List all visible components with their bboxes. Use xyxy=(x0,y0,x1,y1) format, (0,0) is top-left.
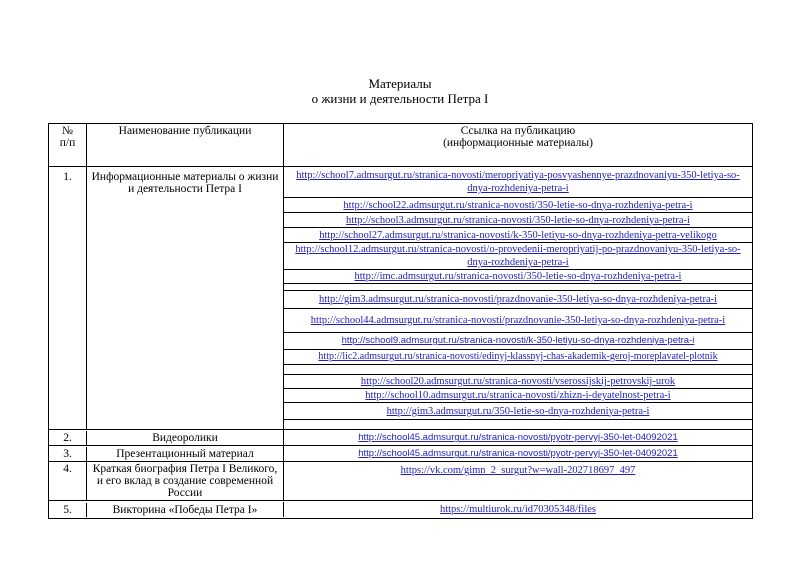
link-cell xyxy=(283,446,752,461)
publication-link[interactable]: http://school12.admsurgut.ru/stranica-novosti/o-provedenii-meropriyatij-po-prazdnovaniyu-350-letiya-so-dnya-rozhdeniya-petra-i xyxy=(295,243,741,269)
link-row xyxy=(284,243,752,270)
document-title xyxy=(0,0,800,106)
empty-row xyxy=(284,284,752,291)
publication-link[interactable]: http://school9.admsurgut.ru/stranica-novosti/k-350-letiyu-so-dnya-rozhdeniya-petra-i xyxy=(341,335,695,347)
link-cell xyxy=(283,462,752,500)
link-row xyxy=(284,403,752,420)
row-number: 3. xyxy=(63,447,72,460)
link-cell xyxy=(283,502,752,517)
row-number: 4. xyxy=(63,463,72,476)
link-row xyxy=(284,333,752,350)
link-row xyxy=(284,228,752,243)
publication-link[interactable]: https://vk.com/gimn_2_surgut?w=wall-202718697_497 xyxy=(400,465,636,477)
publication-link[interactable]: http://school3.admsurgut.ru/stranica-novosti/350-letie-so-dnya-rozhdeniya-petra-i xyxy=(346,214,690,226)
publication-link[interactable]: http://school10.admsurgut.ru/stranica-novosti/zhizn-i-deyatelnost-petra-i xyxy=(365,390,671,402)
header-link-line1: Ссылка на публикацию xyxy=(460,125,576,138)
header-num-line1: № xyxy=(62,125,73,138)
title-line-2: о жизни и деятельности Петра I xyxy=(311,90,489,106)
publication-link[interactable]: http://school7.admsurgut.ru/stranica-novosti/meropriyatiya-posvyashennye-prazdnovaniyu-350-letiya-so-dnya-rozhdeniya-petra-i xyxy=(296,169,740,195)
header-name-cell: Наименование публикации xyxy=(86,124,283,166)
empty-row xyxy=(284,365,752,375)
publication-name: Краткая биография Петра I Великого, и его вклад в создание современной России xyxy=(86,462,283,500)
table-row-1 xyxy=(49,166,752,429)
publication-link[interactable]: http://imc.admsurgut.ru/stranica-novosti/350-letie-so-dnya-rozhdeniya-petra-i xyxy=(354,271,682,283)
publication-link[interactable]: http://lic2.admsurgut.ru/stranica-novosti/edinyj-klassnyj-chas-akademik-geroj-moreplavatel-plotnik xyxy=(318,350,718,362)
link-row xyxy=(284,309,752,333)
table-row-3 xyxy=(49,445,752,461)
publication-name: Викторина «Победы Петра I» xyxy=(86,503,283,517)
publication-link[interactable]: http://school45.admsurgut.ru/stranica-novosti/pyotr-pervyj-350-let-04092021 xyxy=(358,448,678,460)
link-row xyxy=(284,350,752,365)
header-num-line2: п/п xyxy=(59,137,76,150)
row-number: 2. xyxy=(63,431,72,444)
link-row xyxy=(284,270,752,284)
table-header-row xyxy=(49,124,752,166)
table-row-5 xyxy=(49,500,752,518)
link-row xyxy=(284,167,752,198)
link-row xyxy=(284,198,752,213)
link-cell xyxy=(283,430,752,445)
header-num-cell xyxy=(49,124,86,166)
link-row xyxy=(284,375,752,389)
title-line-1: Материалы xyxy=(368,76,432,91)
publication-link[interactable]: http://school22.admsurgut.ru/stranica-novosti/350-letie-so-dnya-rozhdeniya-petra-i xyxy=(343,199,693,211)
publication-link[interactable]: http://school27.admsurgut.ru/stranica-novosti/k-350-letiyu-so-dnya-rozhdeniya-petra-velikogo xyxy=(319,229,717,241)
link-row xyxy=(284,389,752,403)
row-number: 5. xyxy=(63,503,72,516)
publications-table xyxy=(48,123,753,519)
table-row-2 xyxy=(49,429,752,445)
publication-name: Информационные материалы о жизни и деятельности Петра I xyxy=(86,167,283,429)
publication-link[interactable]: http://gim3.admsurgut.ru/350-letie-so-dnya-rozhdeniya-petra-i xyxy=(386,405,650,417)
link-row xyxy=(284,291,752,309)
header-link-cell xyxy=(283,124,752,166)
link-row xyxy=(284,213,752,228)
row-number: 1. xyxy=(63,171,72,184)
links-cell xyxy=(283,167,752,429)
publication-link[interactable]: http://school44.admsurgut.ru/stranica-novosti/prazdnovanie-350-letiya-so-dnya-rozhdeniya-petra-i xyxy=(310,315,726,327)
header-link-line2: (информационные материалы) xyxy=(443,137,593,150)
empty-row xyxy=(284,420,752,429)
publication-link[interactable]: http://school20.admsurgut.ru/stranica-novosti/vserossijskij-petrovskij-urok xyxy=(360,376,676,388)
publication-name: Видеоролики xyxy=(86,431,283,445)
publication-link[interactable]: https://multiurok.ru/id70305348/files xyxy=(439,504,597,516)
publication-name: Презентационный материал xyxy=(86,447,283,461)
publication-link[interactable]: http://gim3.admsurgut.ru/stranica-novosti/prazdnovanie-350-letiya-so-dnya-rozhdeniya-petra-i xyxy=(318,294,718,306)
table-row-4 xyxy=(49,461,752,500)
publication-link[interactable]: http://school45.admsurgut.ru/stranica-novosti/pyotr-pervyj-350-let-04092021 xyxy=(358,432,678,444)
